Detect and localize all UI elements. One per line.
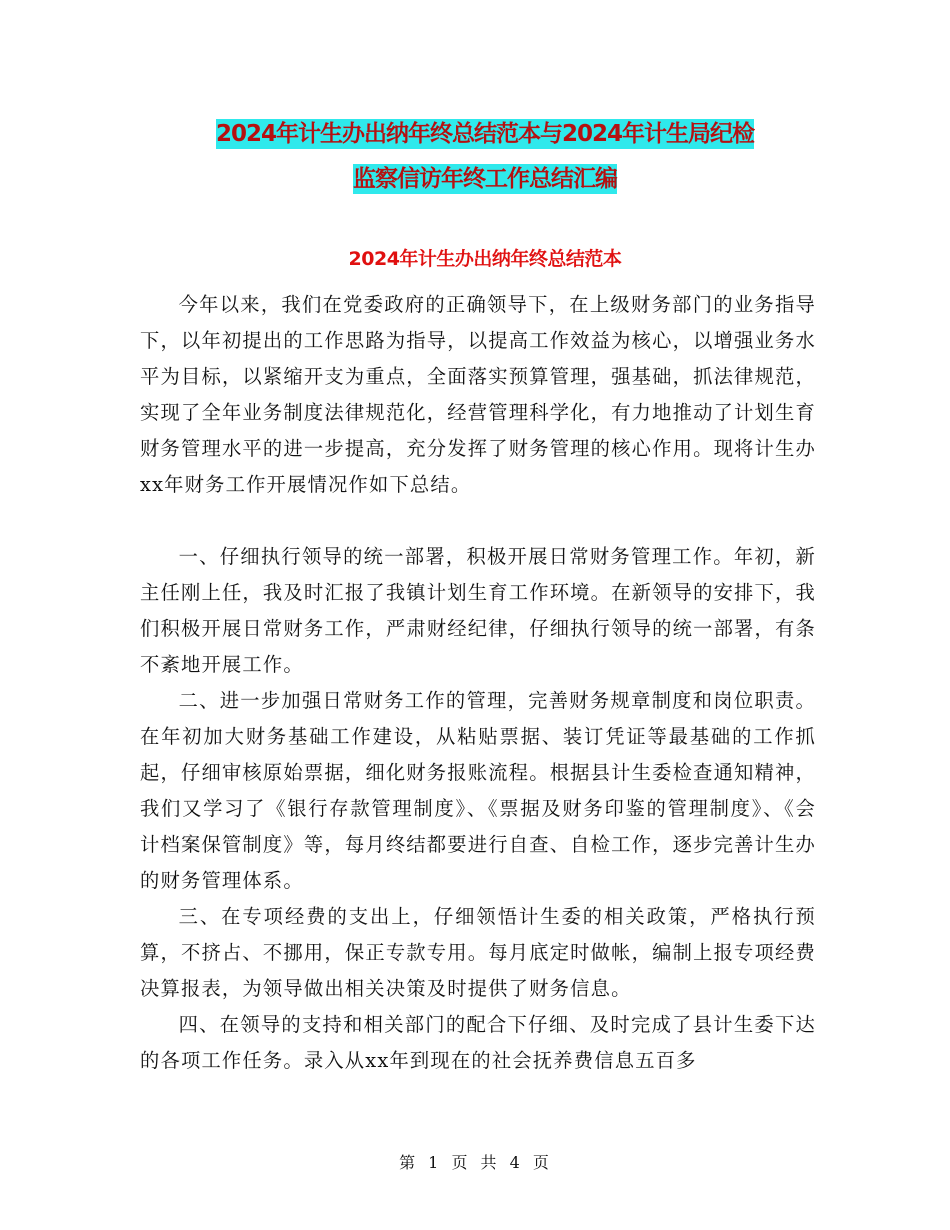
title-line-1: 2024年计生办出纳年终总结范本与2024年计生局纪检 — [215, 121, 755, 147]
title-line-2: 监察信访年终工作总结汇编 — [353, 166, 617, 192]
document-title — [140, 112, 830, 202]
page-footer: 第 1 页 共 4 页 — [399, 1153, 551, 1172]
paragraph-2: 二、进一步加强日常财务工作的管理，完善财务规章制度和岗位职责。在年初加大财务基础工作建设，从粘贴票据、装订凭证等最基础的工作抓起，仔细审核原始票据，细化财务报账流程。根据县计生委检查通知精神，我们又学习了《银行存款管理制度》、《票据及财务印鉴的管理制度》、《会计档案保管制度》等，每月终结都要进行自查、自检工作，逐步完善计生办的财务管理体系。 — [140, 689, 816, 892]
paragraph-intro: 今年以来，我们在党委政府的正确领导下，在上级财务部门的业务指导下，以年初提出的工作思路为指导，以提高工作效益为核心，以增强业务水平为目标，以紧缩开支为重点，全面落实预算管理，强基础，抓法律规范，实现了全年业务制度法律规范化，经营管理科学化，有力地推动了计划生育财务管理水平的进一步提高，充分发挥了财务管理的核心作用。现将计生办xx年财务工作开展情况作如下总结。 — [140, 293, 816, 496]
paragraph-3: 三、在专项经费的支出上，仔细领悟计生委的相关政策，严格执行预算，不挤占、不挪用，保正专款专用。每月底定时做帐，编制上报专项经费决算报表，为领导做出相关决策及时提供了财务信息。 — [140, 905, 816, 1000]
paragraph-4: 四、在领导的支持和相关部门的配合下仔细、及时完成了县计生委下达的各项工作任务。录入从xx年到现在的社会抚养费信息五百多 — [140, 1013, 816, 1072]
document-body — [140, 287, 816, 1079]
paragraph-1: 一、仔细执行领导的统一部署，积极开展日常财务管理工作。年初，新主任刚上任，我及时汇报了我镇计划生育工作环境。在新领导的安排下，我们积极开展日常财务工作，严肃财经纪律，仔细执行领导的统一部署，有条不紊地开展工作。 — [140, 545, 816, 676]
section-title: 2024年计生办出纳年终总结范本 — [348, 248, 622, 270]
